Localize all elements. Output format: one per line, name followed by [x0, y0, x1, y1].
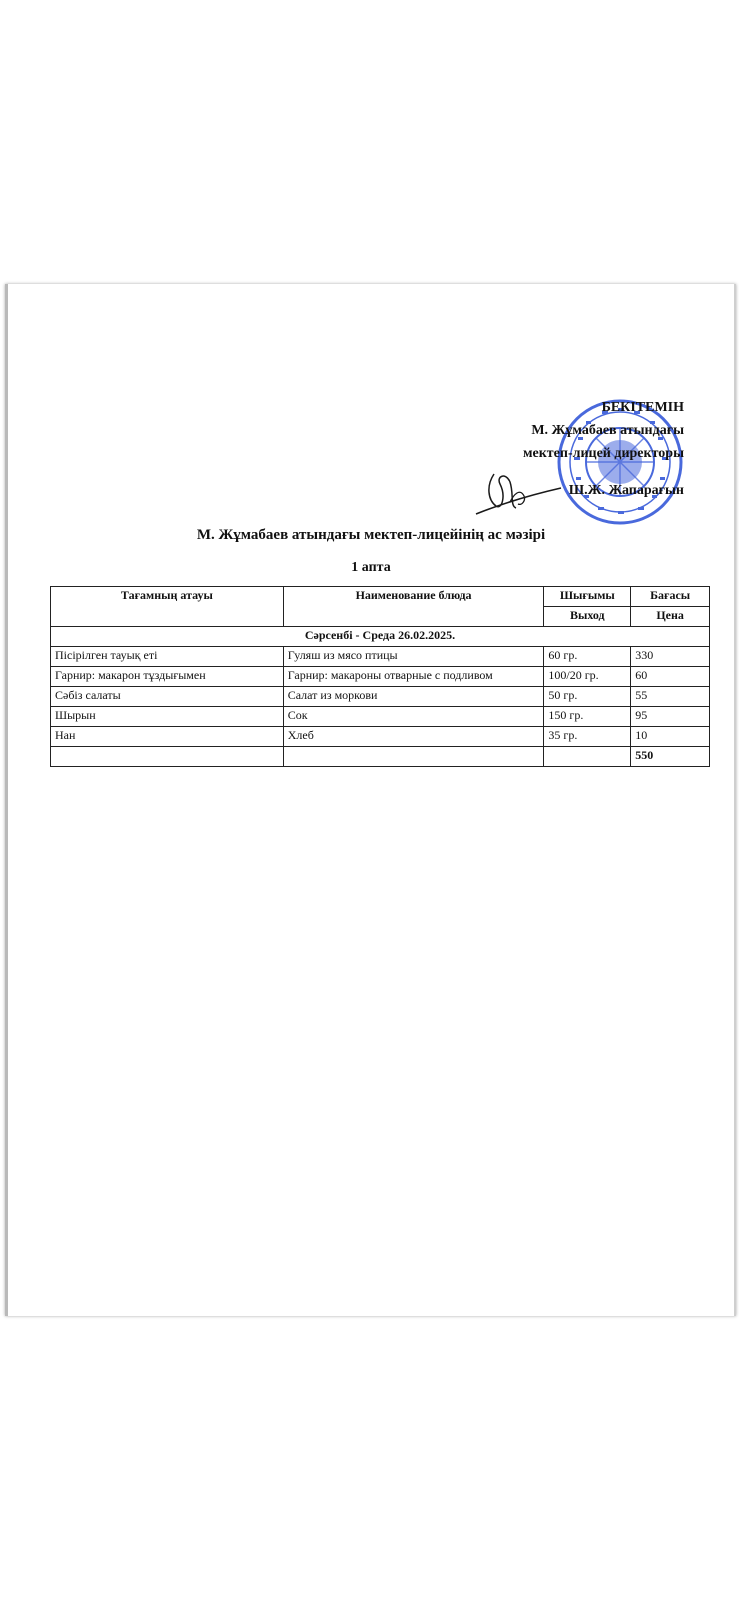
total-row — [51, 747, 710, 767]
table-row — [51, 667, 710, 687]
approval-position: мектеп-лицей директоры — [522, 446, 684, 461]
dish-name-ru: Сок — [283, 707, 544, 727]
header-output-kz: Шығымы — [544, 587, 631, 607]
table-header-row — [51, 587, 710, 607]
table-row — [51, 707, 710, 727]
dish-output: 50 гр. — [544, 687, 631, 707]
total-empty-2 — [283, 747, 544, 767]
total-empty-1 — [51, 747, 284, 767]
dish-name-ru: Хлеб — [283, 727, 544, 747]
dish-price: 10 — [631, 727, 710, 747]
dish-output: 150 гр. — [544, 707, 631, 727]
header-name-ru: Наименование блюда — [283, 587, 544, 627]
dish-name-kz: Нан — [51, 727, 284, 747]
approval-school: М. Жұмабаев атындағы — [531, 423, 684, 438]
total-price: 550 — [631, 747, 710, 767]
dish-name-kz: Пісірілген тауық еті — [51, 647, 284, 667]
dish-output: 100/20 гр. — [544, 667, 631, 687]
dish-name-ru: Салат из моркови — [283, 687, 544, 707]
table-row — [51, 727, 710, 747]
table-row — [51, 687, 710, 707]
dish-price: 55 — [631, 687, 710, 707]
dish-price: 95 — [631, 707, 710, 727]
dish-price: 330 — [631, 647, 710, 667]
dish-output: 35 гр. — [544, 727, 631, 747]
header-output-ru: Выход — [544, 607, 631, 627]
dish-name-kz: Сәбіз салаты — [51, 687, 284, 707]
total-empty-3 — [544, 747, 631, 767]
dish-name-ru: Гарнир: макароны отварные с подливом — [283, 667, 544, 687]
approval-title: БЕКІТЕМІН — [601, 400, 684, 415]
dish-name-kz: Шырын — [51, 707, 284, 727]
dish-name-ru: Гуляш из мясо птицы — [283, 647, 544, 667]
dish-name-kz: Гарнир: макарон тұздығымен — [51, 667, 284, 687]
approval-block — [523, 396, 684, 502]
document-title: М. Жұмабаев атындағы мектеп-лицейінің ас мәзірі — [196, 527, 546, 543]
day-label: Сәрсенбі - Среда 26.02.2025. — [51, 627, 710, 647]
menu-table — [50, 586, 710, 767]
document-page — [5, 284, 736, 1316]
day-row — [51, 627, 710, 647]
header-price-ru: Цена — [631, 607, 710, 627]
header-name-kz: Тағамның атауы — [51, 587, 284, 627]
header-price-kz: Бағасы — [631, 587, 710, 607]
dish-output: 60 гр. — [544, 647, 631, 667]
table-row — [51, 647, 710, 667]
week-label: 1 апта — [351, 560, 391, 575]
approval-director-name: Ш.Ж. Жапарағын — [568, 483, 684, 498]
dish-price: 60 — [631, 667, 710, 687]
